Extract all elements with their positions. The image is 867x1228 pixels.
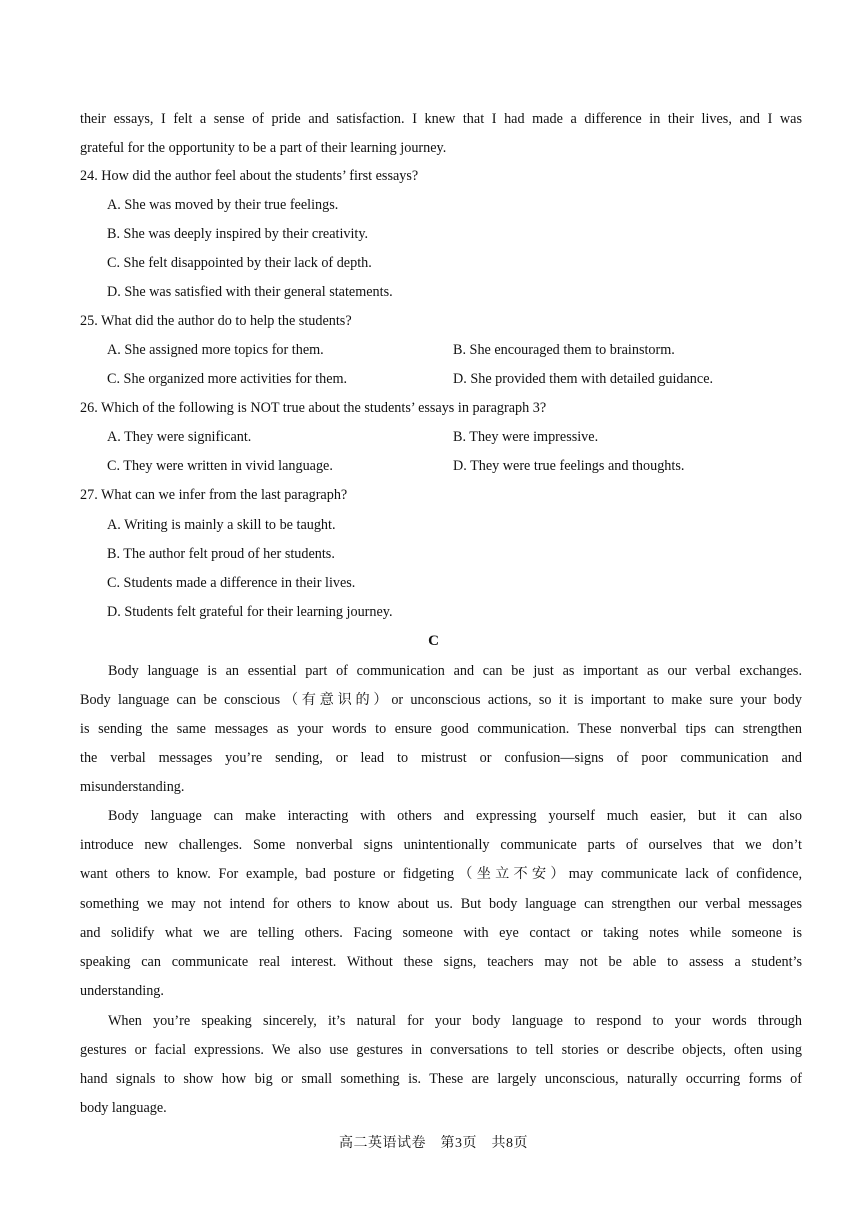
section-c-p2-line-5: and solidify what we are telling others. Facing someone with eye contact or taking notes while someone is (80, 925, 802, 941)
section-c-p1-line-3: is sending the same messages as your words to ensure good communication. These nonverbal tips can strengthen (80, 721, 802, 737)
question-26-option-c: C. They were written in vivid language. (107, 458, 333, 474)
section-c-p2-line-6: speaking can communicate real interest. Without these signs, teachers may not be able to assess a student’s (80, 954, 802, 970)
question-27-option-d: D. Students felt grateful for their learning journey. (107, 604, 393, 620)
question-26-stem: 26. Which of the following is NOT true about the students’ essays in paragraph 3? (80, 400, 547, 416)
section-c-p3-line-2: gestures or facial expressions. We also use gestures in conversations to tell stories or describe objects, often using (80, 1042, 802, 1058)
section-c-p3-line-1: When you’re speaking sincerely, it’s natural for your body language to respond to your words through (108, 1013, 802, 1029)
section-c-title: C (428, 633, 439, 649)
section-c-p1-line-5: misunderstanding. (80, 779, 185, 795)
question-24-option-d: D. She was satisfied with their general statements. (107, 284, 393, 300)
question-25-option-b: B. She encouraged them to brainstorm. (453, 342, 675, 358)
intro-line-2: grateful for the opportunity to be a part of their learning journey. (80, 140, 447, 156)
question-25-stem: 25. What did the author do to help the students? (80, 313, 352, 329)
section-c-p3-line-3: hand signals to show how big or small something is. These are largely unconscious, naturally occurring forms of (80, 1071, 802, 1087)
question-24-stem: 24. How did the author feel about the students’ first essays? (80, 168, 419, 184)
section-c-p1-line-2: Body language can be conscious（有意识的）or unconscious actions, so it is important to make sure your body (80, 692, 802, 708)
question-24-option-b: B. She was deeply inspired by their creativity. (107, 226, 369, 242)
question-27-stem: 27. What can we infer from the last paragraph? (80, 487, 348, 503)
question-25-option-c: C. She organized more activities for them. (107, 371, 348, 387)
section-c-p2-line-7: understanding. (80, 983, 164, 999)
question-25-option-d: D. She provided them with detailed guidance. (453, 371, 714, 387)
section-c-p1-line-1: Body language is an essential part of communication and can be just as important as our verbal exchanges. (108, 663, 802, 679)
section-c-p3-line-4: body language. (80, 1100, 167, 1116)
question-24-option-a: A. She was moved by their true feelings. (107, 197, 339, 213)
section-c-p2-line-2: introduce new challenges. Some nonverbal signs unintentionally communicate parts of ourselves that we don’t (80, 837, 802, 853)
intro-line-1: their essays, I felt a sense of pride and satisfaction. I knew that I had made a difference in their lives, and I was (80, 111, 802, 127)
question-24-option-c: C. She felt disappointed by their lack of depth. (107, 255, 372, 271)
question-27-option-b: B. The author felt proud of her students. (107, 546, 335, 562)
section-c-p2-line-1: Body language can make interacting with others and expressing yourself much easier, but it can also (108, 808, 802, 824)
question-27-option-a: A. Writing is mainly a skill to be taught. (107, 517, 336, 533)
question-25-option-a: A. She assigned more topics for them. (107, 342, 324, 358)
question-26-option-d: D. They were true feelings and thoughts. (453, 458, 685, 474)
section-c-p2-line-3: want others to know. For example, bad posture or fidgeting（坐立不安）may communicate lack of confidence, (80, 866, 802, 882)
page-footer: 高二英语试卷 第3页 共8页 (339, 1136, 528, 1151)
section-c-p1-line-4: the verbal messages you’re sending, or lead to mistrust or confusion—signs of poor communication and (80, 750, 802, 766)
section-c-p2-line-4: something we may not intend for others to know about us. But body language can strengthen our verbal messages (80, 896, 802, 912)
question-26-option-a: A. They were significant. (107, 429, 252, 445)
question-26-option-b: B. They were impressive. (453, 429, 599, 445)
question-27-option-c: C. Students made a difference in their lives. (107, 575, 356, 591)
